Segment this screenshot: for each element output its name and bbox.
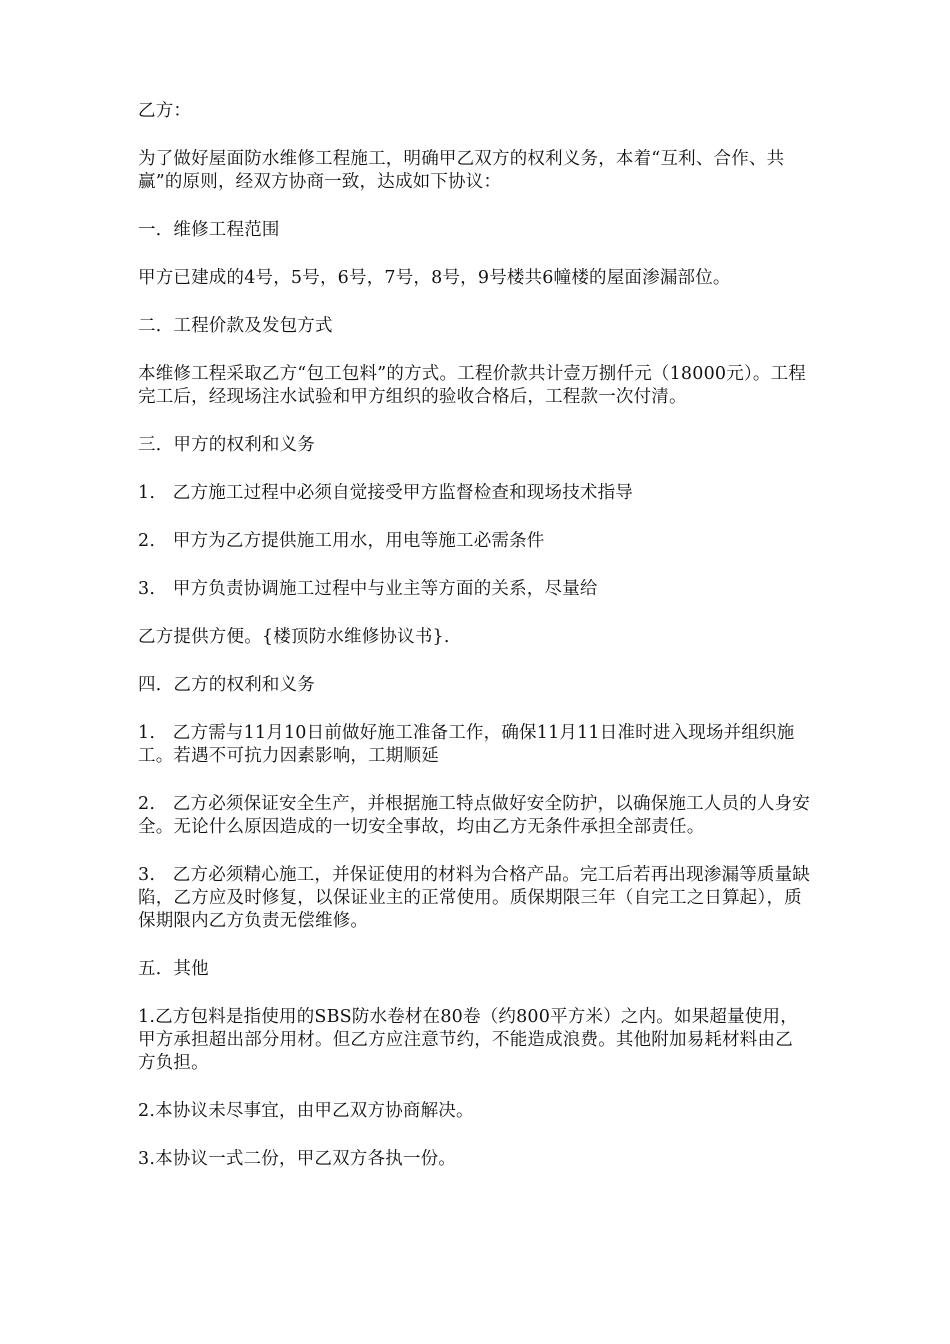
party-a-item-2: 2. 甲方为乙方提供施工用水，用电等施工必需条件 [138, 531, 545, 551]
section-heading-party-b: 四．乙方的权利和义务 [138, 675, 315, 695]
section-heading-party-a: 三．甲方的权利和义务 [138, 435, 315, 455]
section-heading-price: 二．工程价款及发包方式 [138, 316, 333, 336]
other-item-3: 3.本协议一式二份，甲乙双方各执一份。 [138, 1149, 456, 1169]
section-heading-scope: 一．维修工程范围 [138, 220, 280, 240]
scope-paragraph: 甲方已建成的4号，5号，6号，7号，8号，9号楼共6幢楼的屋面渗漏部位。 [138, 268, 731, 288]
price-paragraph: 本维修工程采取乙方“包工包料”的方式。工程价款共计壹万捌仟元（18000元）。工程完工后，经现场注水试验和甲方组织的验收合格后，工程款一次付清。 [138, 364, 807, 407]
party-b-label: 乙方： [138, 101, 192, 121]
other-item-1: 1.乙方包料是指使用的SBS防水卷材在80卷（约800平方米）之内。如果超量使用，甲方承担超出部分用材。但乙方应注意节约，不能造成浪费。其他附加易耗材料由乙方负担。 [138, 1007, 798, 1073]
section-heading-other: 五．其他 [138, 959, 209, 979]
party-b-item-2: 2. 乙方必须保证安全生产，并根据施工特点做好安全防护，以确保施工人员的人身安全。无论什么原因造成的一切安全事故，均由乙方无条件承担全部责任。 [138, 794, 810, 837]
party-a-item-3-continued: 乙方提供方便。{楼顶防水维修协议书}. [138, 627, 450, 647]
preamble-paragraph: 为了做好屋面防水维修工程施工，明确甲乙双方的权利义务，本着“互利、合作、共赢”的原则，经双方协商一致，达成如下协议： [138, 149, 785, 192]
party-a-item-3: 3. 甲方负责协调施工过程中与业主等方面的关系，尽量给 [138, 579, 598, 599]
party-b-item-3: 3. 乙方必须精心施工，并保证使用的材料为合格产品。完工后若再出现渗漏等质量缺陷，乙方应及时修复，以保证业主的正常使用。质保期限三年（自完工之日算起），质保期限内乙方负责无偿维修。 [138, 865, 810, 931]
document-page [138, 100, 810, 1196]
other-item-2: 2.本协议未尽事宜，由甲乙双方协商解决。 [138, 1101, 474, 1121]
party-a-item-1: 1. 乙方施工过程中必须自觉接受甲方监督检查和现场技术指导 [138, 483, 633, 503]
party-b-item-1: 1. 乙方需与11月10日前做好施工准备工作，确保11月11日准时进入现场并组织施工。若遇不可抗力因素影响，工期顺延 [138, 723, 795, 766]
